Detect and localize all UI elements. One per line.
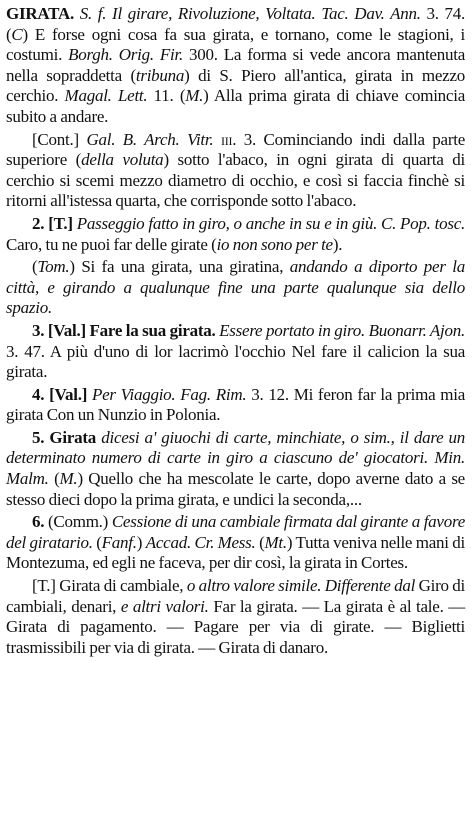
text-run: GIRATA. [6, 4, 74, 23]
text-run: 11. ( [147, 86, 186, 106]
text-run: ) Quello che ha mescolate le carte, dopo averne dato a se stesso dieci dopo la prima girata, e undici la seconda,... [6, 469, 465, 509]
text-run: della voluta [81, 150, 164, 170]
text-run: ( [48, 469, 60, 489]
text-run: Girata [49, 427, 97, 447]
text-run: M. [185, 86, 204, 106]
text-run: M. [59, 469, 78, 489]
text-run [213, 130, 221, 149]
text-run: dicesi a' giuochi di carte, minchiate, o sim., il dare un determinato numero di carte in giro a ciascuno de' giocatori. Min. Malm. [6, 427, 466, 489]
text-run: 3. 12. Mi feron far la prima mia girata Con un Nunzio in Polonia. [6, 384, 465, 425]
entry-sense-2 [6, 214, 465, 255]
text-run: Borgh. Orig. Fir. [68, 45, 183, 65]
text-run: ) E forse ogni cosa fa sua girata, e tornano, come le stagioni, i costumi. [6, 24, 465, 65]
text-run: 2. [T.] [32, 213, 77, 233]
entry-sense-3 [6, 321, 465, 383]
text-run: . 3. Cominciando indi dalla parte superiore ( [6, 129, 466, 170]
text-run: 3. 74. ( [6, 4, 466, 44]
text-run: Magal. Lett. [64, 86, 148, 106]
text-run: 5. [32, 427, 50, 447]
text-run: iii [220, 129, 233, 149]
entry-sense-5 [6, 428, 465, 510]
text-run: C [11, 24, 23, 44]
text-run: Gal. B. Arch. Vitr. [86, 129, 214, 149]
text-run: ( [32, 257, 38, 277]
text-run: tribuna [135, 65, 185, 85]
text-run: Per Viaggio. Fag. Rim. [91, 384, 247, 404]
text-run: Cessione di una cambiale firmata dal girante a favore del giratario. [6, 512, 466, 552]
text-run: (Comm.) [47, 512, 112, 532]
text-run: o altro valore simile. Differente dal [186, 576, 416, 596]
text-run: ). [332, 234, 343, 254]
text-run: 4. [Val.] [32, 384, 92, 404]
text-run: [Cont.] [32, 129, 87, 149]
text-run: 3. 47. A più d'uno di lor lacrimò l'occhio Nel fare il calicion la sua girata. [6, 341, 465, 382]
text-run: ) Tutta veniva nelle mani di Montezuma, ed egli ne faceva, per dir così, la girata in Cortes. [6, 532, 466, 573]
text-run: Mt. [264, 532, 287, 552]
text-run: Essere portato in giro. Buonarr. Ajon. [219, 320, 465, 340]
text-run: ( [255, 532, 265, 552]
text-run: io non sono per te [216, 234, 333, 254]
text-run: Tom. [37, 257, 70, 277]
text-run: ( [92, 532, 102, 552]
text-run: S. f. Il girare, Rivoluzione, Voltata. Tac. Dav. Ann. [79, 4, 421, 23]
text-run: 3. [Val.] [32, 320, 90, 340]
entry-paragraph-cont [6, 130, 465, 212]
text-run: andando a diporto per la città, e girando a qualunque fine una parte qualunque sia dello spazio. [6, 257, 465, 318]
text-run: ) Si fa una girata, una giratina, [69, 257, 290, 277]
text-run: [T.] Girata di cambiale, [32, 576, 187, 596]
text-run: Fanf. [101, 532, 137, 552]
entry-sense-4 [6, 385, 465, 426]
entry-sense-6 [6, 512, 465, 574]
entry-sense-6-t [6, 576, 465, 658]
text-run: Far la girata. — La girata è al tale. — Girata di pagamento. — Pagare per via di girate. — Biglietti trasmissibili per via di girata. — Girata di danaro. [6, 596, 465, 657]
text-run: Accad. Cr. Mess. [145, 532, 256, 552]
text-run: Giro di cambiali, denari, [6, 576, 465, 616]
text-run: ) [136, 532, 146, 552]
text-run: Passeggio fatto in giro, o anche in su e in giù. C. Pop. tosc. [76, 213, 465, 233]
text-run: Fare la sua girata. [89, 320, 216, 340]
text-run: ) di S. Piero all'antica, girata in mezzo cerchio. [6, 65, 465, 106]
text-run: ) Alla prima girata di chiave comincia subito a andare. [6, 86, 465, 126]
text-run: ) sotto l'abaco, in ogni girata di quarta di cerchio si scemi mezzo diametro di occhio, e così si faccia finchè si ritorni all'istessa quarta, che corrisponde sotto l'abaco. [6, 150, 465, 211]
text-run: 6. [32, 512, 48, 532]
text-run: 300. La forma si vede ancora mantenuta nella sopraddetta ( [6, 45, 465, 85]
entry-paragraph-1 [6, 4, 465, 128]
text-run: e altri valori. [120, 596, 209, 616]
entry-sense-2-tom [6, 257, 465, 319]
text-run: Caro, tu ne puoi far delle girate ( [6, 234, 217, 254]
